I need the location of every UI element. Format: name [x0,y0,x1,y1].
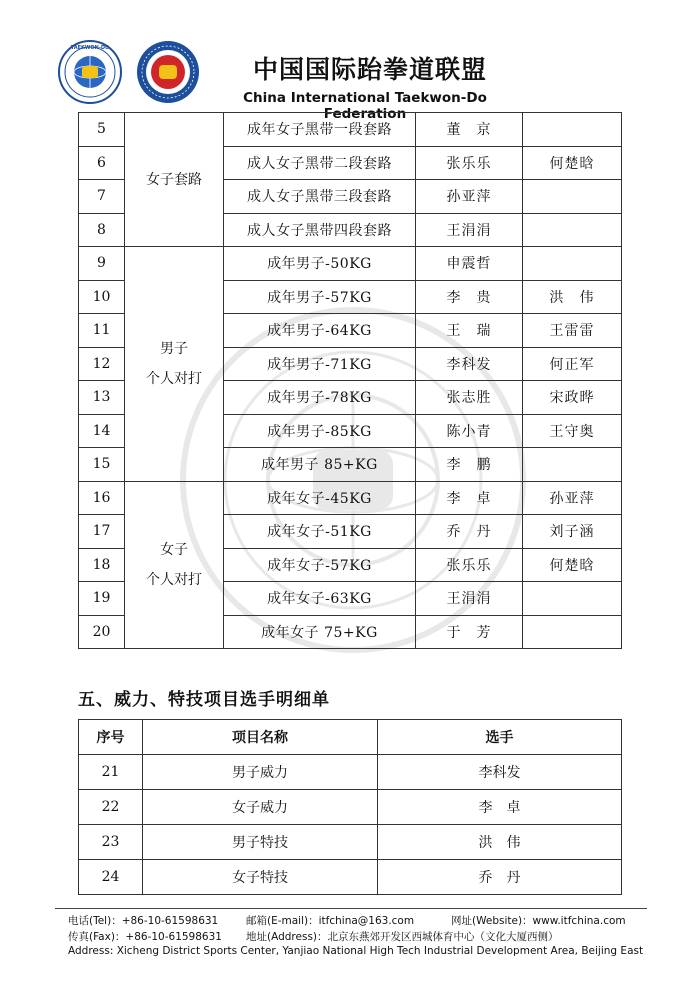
row-number: 7 [79,180,125,214]
athlete-primary: 李 卓 [416,481,523,515]
athlete-primary: 李 鹏 [416,448,523,482]
athlete-primary: 乔 丹 [416,515,523,549]
event-name: 男子威力 [143,755,378,790]
event-name: 成年女子-45KG [224,481,416,515]
row-number: 21 [79,755,143,790]
category-label: 男子 [160,340,188,357]
row-number: 20 [79,615,125,649]
category-cell [125,247,224,482]
event-name: 男子特技 [143,825,378,860]
athlete-primary: 王涓涓 [416,582,523,616]
athlete-secondary [523,180,622,214]
row-number: 23 [79,825,143,860]
row-number: 24 [79,860,143,895]
row-number: 14 [79,414,125,448]
athlete-name: 洪 伟 [378,825,622,860]
event-name: 成年男子-64KG [224,314,416,348]
china-itf-emblem-icon [136,40,200,104]
athlete-secondary [523,615,622,649]
event-name: 女子威力 [143,790,378,825]
svg-text:TAEKWON-DO: TAEKWON-DO [70,45,110,51]
event-name: 成年男子-71KG [224,347,416,381]
category-label: 女子套路 [146,171,202,188]
athlete-secondary: 王雷雷 [523,314,622,348]
athlete-primary: 王 瑞 [416,314,523,348]
athlete-secondary: 王守奥 [523,414,622,448]
category-cell [125,481,224,649]
category-cell [125,113,224,247]
athlete-secondary [523,113,622,147]
event-name: 成人女子黑带三段套路 [224,180,416,214]
section-title: 五、威力、特技项目选手明细单 [78,690,330,710]
event-name: 成年男子 85+KG [224,448,416,482]
athlete-secondary: 洪 伟 [523,280,622,314]
organization-name-en: China International Taekwon-Do Federation [243,90,487,122]
row-number: 16 [79,481,125,515]
row-number: 12 [79,347,125,381]
category-label: 女子 [160,541,188,558]
row-number: 6 [79,146,125,180]
event-name: 成年男子-85KG [224,414,416,448]
row-number: 11 [79,314,125,348]
table-row [79,113,622,147]
table-row [79,755,622,790]
row-number: 5 [79,113,125,147]
athlete-secondary [523,582,622,616]
athlete-secondary: 何正军 [523,347,622,381]
organization-name-cn: 中国国际跆拳道联盟 [252,55,487,84]
athlete-secondary [523,213,622,247]
category-label: 个人对打 [146,370,202,387]
event-name: 成人女子黑带二段套路 [224,146,416,180]
athlete-secondary: 何楚晗 [523,146,622,180]
itf-emblem-icon [58,40,122,104]
row-number: 10 [79,280,125,314]
event-name: 成年男子-50KG [224,247,416,281]
letterhead [0,0,700,122]
athlete-primary: 张乐乐 [416,548,523,582]
event-name: 女子特技 [143,860,378,895]
athlete-secondary: 刘子涵 [523,515,622,549]
athlete-name: 李 卓 [378,790,622,825]
event-name: 成年女子-57KG [224,548,416,582]
footer-divider [55,908,647,909]
footer-address-en: Address: Xicheng District Sports Center, Yanjiao National High Tech Industrial Development Area, Beijing East [68,945,644,957]
event-name: 成年女子黑带一段套路 [224,113,416,147]
row-number: 17 [79,515,125,549]
athlete-secondary [523,247,622,281]
athlete-primary: 孙亚萍 [416,180,523,214]
event-name: 成年男子-57KG [224,280,416,314]
athlete-primary: 李 贵 [416,280,523,314]
row-number: 18 [79,548,125,582]
table-row [79,481,622,515]
table-row [79,790,622,825]
athlete-name: 李科发 [378,755,622,790]
footer-fax: 传真(Fax)：+86-10-61598631 [68,931,222,943]
athlete-secondary: 孙亚萍 [523,481,622,515]
footer-website: 网址(Website)：www.itfchina.com [451,915,626,927]
event-name: 成人女子黑带四段套路 [224,213,416,247]
athlete-primary: 张乐乐 [416,146,523,180]
category-label: 个人对打 [146,571,202,588]
athlete-primary: 张志胜 [416,381,523,415]
athlete-name: 乔 丹 [378,860,622,895]
header-athlete: 选手 [378,720,622,755]
table-row [79,860,622,895]
athlete-primary: 申震哲 [416,247,523,281]
athlete-secondary [523,448,622,482]
row-number: 8 [79,213,125,247]
athlete-primary: 陈小青 [416,414,523,448]
header-event: 项目名称 [143,720,378,755]
athlete-primary: 王涓涓 [416,213,523,247]
row-number: 22 [79,790,143,825]
athlete-secondary: 何楚晗 [523,548,622,582]
athlete-secondary: 宋政晔 [523,381,622,415]
event-name: 成年女子 75+KG [224,615,416,649]
events-table [78,112,622,649]
footer-email: 邮箱(E-mail)：itfchina@163.com [246,915,415,927]
row-number: 15 [79,448,125,482]
row-number: 9 [79,247,125,281]
header-no: 序号 [79,720,143,755]
row-number: 13 [79,381,125,415]
athlete-primary: 于 芳 [416,615,523,649]
power-special-table [78,719,622,895]
athlete-primary: 李科发 [416,347,523,381]
athlete-primary: 董 京 [416,113,523,147]
footer-tel: 电话(Tel)：+86-10-61598631 [68,915,219,927]
row-number: 19 [79,582,125,616]
footer-address-cn: 地址(Address)：北京东燕郊开发区西城体育中心（文化大厦西侧） [246,931,559,943]
event-name: 成年女子-51KG [224,515,416,549]
event-name: 成年女子-63KG [224,582,416,616]
event-name: 成年男子-78KG [224,381,416,415]
table-row [79,825,622,860]
table-row [79,247,622,281]
table-header-row [79,720,622,755]
